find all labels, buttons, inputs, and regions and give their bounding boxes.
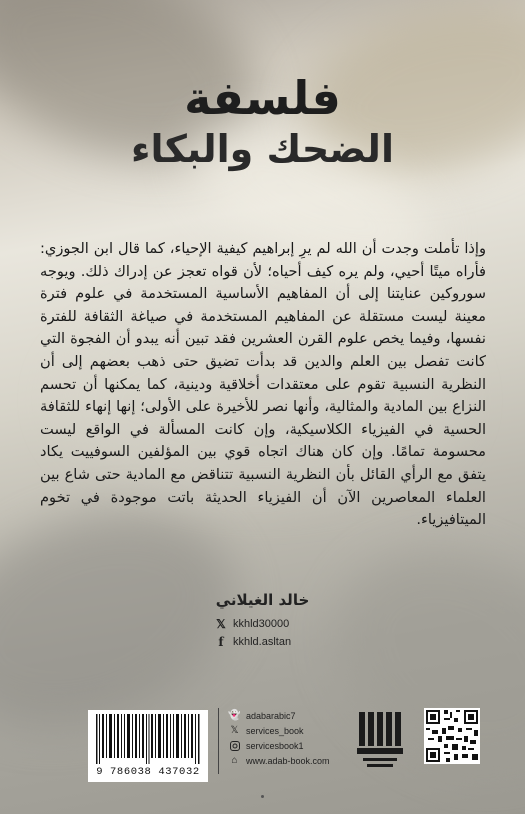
instagram-icon [229,740,240,751]
contact-text: servicesbook1 [246,740,304,751]
publisher-contacts [229,708,330,768]
isbn-number: 9 786038 437032 [96,766,200,778]
facebook-icon: f [218,635,224,649]
qr-code[interactable] [424,708,480,764]
x-icon: 𝕏 [230,725,239,736]
home-icon: ⌂ [231,755,238,766]
twitter-handle: kkhld30000 [233,618,290,630]
contact-text: adabarabic7 [246,710,296,721]
barcode-bars [96,714,200,764]
footer-divider [218,708,219,774]
publisher-logo [353,708,407,772]
contact-website[interactable] [229,753,330,768]
facebook-handle: kkhld.asltan [233,636,292,648]
snapchat-icon: 👻 [228,710,241,721]
contact-snapchat[interactable] [229,708,330,723]
background-blur [297,508,525,811]
blurb-paragraph: وإذا تأملت وجدت أن الله لم يرِ إبراهيم كيفية الإحياء، كما قال ابن الجوزي: فأراه ميتًا أحيي، ولم يره كيف أحياه؛ لأن قواه تعجز عن إدراك ذلك. ويوجه سوروكين عنايتنا إلى أن المفاهيم الأساسية المستخدمة في علوم فترة معينة ليست مستقلة عن المفاهيم المستخدمة في صياغة الثقافة للفترة نفسها، وفيما يخص علوم القرن العشرين فقد تبين أنه يبدو أن الفجوة التي كانت تفصل بين العلم والدين قد بدأت تضيق حتى ذهب بعضهم إلى أن النظرية النسبية تقوم على معتقدات أخلاقية ودينية، كما يمكنها أن تحسم النزاع بين المادية والمثالية، وأنها نصر للأخيرة على الأولى؛ إنها إنهاء للثقافة الحسية في الفيزياء الكلاسيكية، وإن كانت المسألة في الواقع ليست محسومة تمامًا. وإن كان هناك اتجاه قوي بين المؤلفين السوفييت يكاد يتفق مع الرأي القائل بأن النظرية النسبية تتناقض مع المادية حتى شاع بين العلماء المعاصرين الآن أن الفيزياء الحديثة باتت موجودة في تخوم الميتافيزياء. [40,240,486,529]
contact-text: www.adab-book.com [246,755,330,766]
contact-text: services_book [246,725,304,736]
title-main: فلسفة [184,71,341,125]
book-title [0,70,525,172]
author-facebook[interactable] [215,636,291,648]
decorative-dot [261,795,264,798]
contact-x[interactable] [229,723,330,738]
author-twitter[interactable] [215,618,289,630]
author-name: خالد الغيلاني [215,591,310,609]
isbn-barcode [88,710,208,782]
x-icon: 𝕏 [216,617,226,631]
title-subtitle: الضحك والبكاء [131,127,394,171]
contact-instagram[interactable] [229,738,330,753]
